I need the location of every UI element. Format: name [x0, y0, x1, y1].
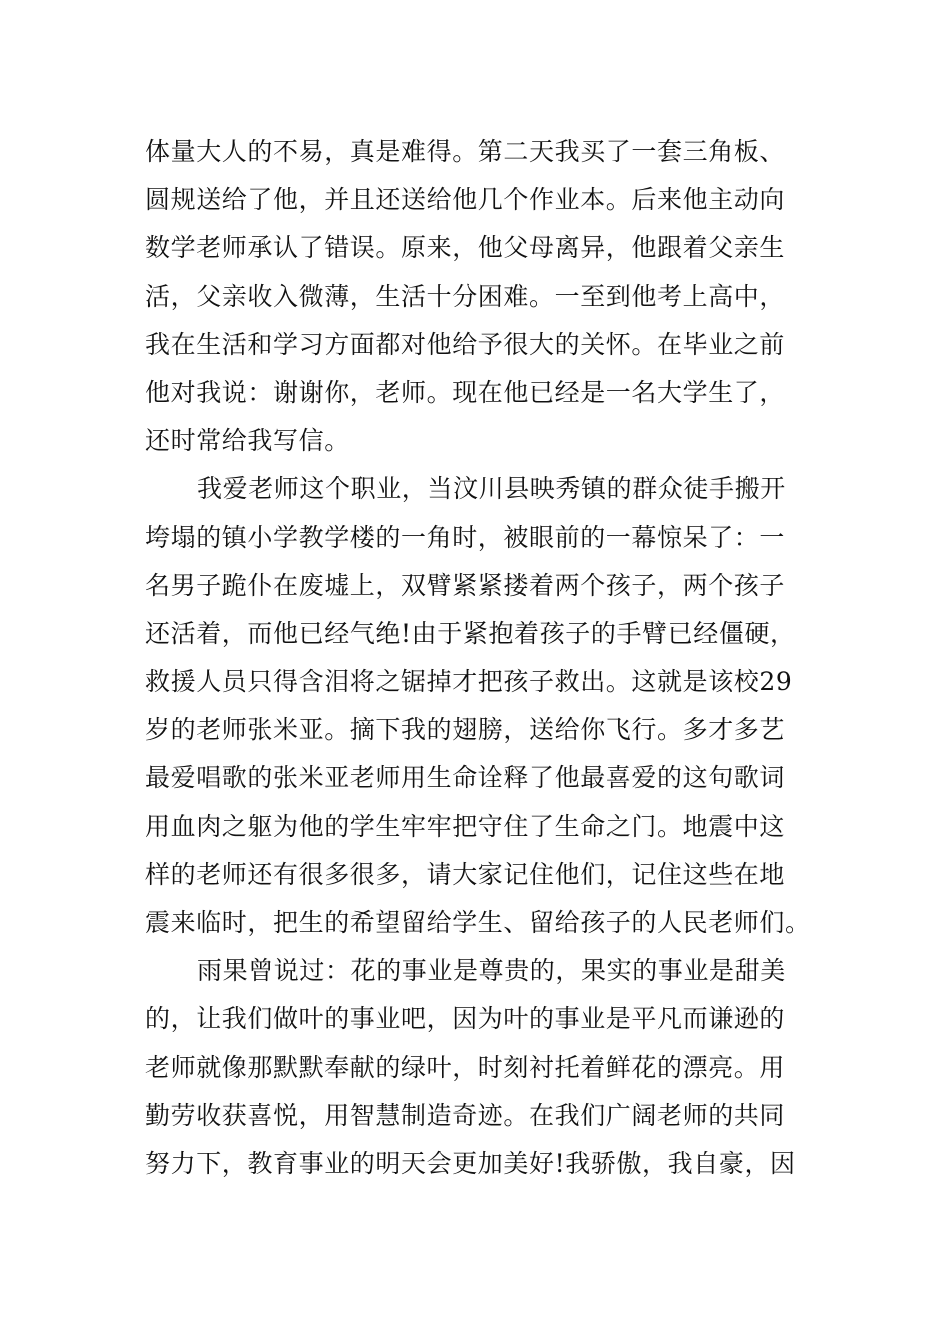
text-line: 还活着，而他已经气绝!由于紧抱着孩子的手臂已经僵硬， [145, 618, 796, 648]
text-line: 我在生活和学习方面都对他给予很大的关怀。在毕业之前 [145, 329, 786, 359]
text-line: 活，父亲收入微薄，生活十分困难。一至到他考上高中， [145, 281, 786, 311]
text-line: 还时常给我写信。 [145, 426, 350, 456]
text-line: 用血肉之躯为他的学生牢牢把守住了生命之门。地震中这 [145, 811, 786, 841]
text-line: 垮塌的镇小学教学楼的一角时，被眼前的一幕惊呆了：一 [145, 522, 786, 552]
text-line: 救援人员只得含泪将之锯掉才把孩子救出。这就是该校29 [145, 667, 793, 697]
text-line: 体量大人的不易，真是难得。第二天我买了一套三角板、 [145, 137, 786, 166]
body-text [145, 128, 811, 1188]
text-line: 的，让我们做叶的事业吧，因为叶的事业是平凡而谦逊的 [145, 1004, 786, 1034]
text-line: 努力下，教育事业的明天会更加美好!我骄傲，我自豪，因 [145, 1148, 796, 1178]
text-line: 名男子跪仆在废墟上，双臂紧紧搂着两个孩子，两个孩子 [145, 570, 786, 600]
text-line: 圆规送给了他，并且还送给他几个作业本。后来他主动向 [145, 185, 786, 215]
text-line: 岁的老师张米亚。摘下我的翅膀，送给你飞行。多才多艺 [145, 715, 786, 745]
text-line: 他对我说：谢谢你，老师。现在他已经是一名大学生了， [145, 377, 786, 407]
paragraph-first-line: 我爱老师这个职业，当汶川县映秀镇的群众徒手搬开 [197, 474, 786, 504]
text-line: 震来临时，把生的希望留给学生、留给孩子的人民老师们。 [145, 908, 811, 937]
text-line: 老师就像那默默奉献的绿叶，时刻衬托着鲜花的漂亮。用 [145, 1052, 786, 1082]
text-line: 样的老师还有很多很多，请大家记住他们，记住这些在地 [145, 859, 786, 889]
text-line: 数学老师承认了错误。原来，他父母离异，他跟着父亲生 [145, 233, 786, 263]
text-line: 最爱唱歌的张米亚老师用生命诠释了他最喜爱的这句歌词 [145, 763, 786, 793]
text-line: 勤劳收获喜悦，用智慧制造奇迹。在我们广阔老师的共同 [145, 1100, 786, 1130]
paragraph-first-line: 雨果曾说过：花的事业是尊贵的，果实的事业是甜美 [197, 956, 786, 986]
